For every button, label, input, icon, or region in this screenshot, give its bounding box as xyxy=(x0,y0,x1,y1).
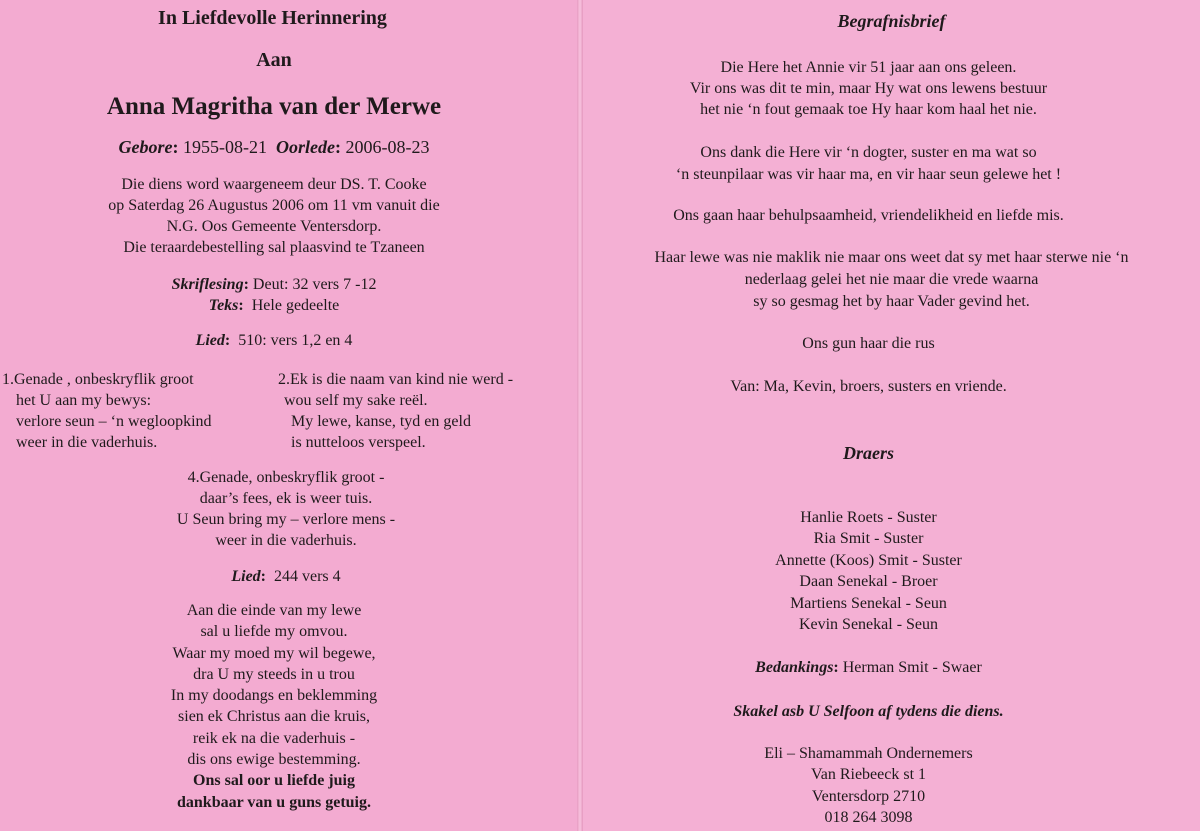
teks-line: Teks: Hele gedeelte xyxy=(208,297,340,314)
readings xyxy=(0,274,548,316)
hymn-line: Waar my moed my wil begewe, xyxy=(172,644,376,662)
verse-line: weer in die vaderhuis. xyxy=(16,434,158,451)
verse-line: 4.Genade, onbeskryflik groot - xyxy=(187,469,385,486)
para-line: Vir ons was dit te min, maar Hy wat ons lewens bestuur xyxy=(689,80,1048,97)
verse-line: daar’s fees, ek is weer tuis. xyxy=(199,490,373,507)
verse-line: 1.Genade , onbeskryflik groot xyxy=(2,371,194,388)
hymn-line: In my doodangs en beklemming xyxy=(170,687,378,705)
aan-heading: Aan xyxy=(256,49,292,71)
selfoon-note: Skakel asb U Selfoon af tydens die diens. xyxy=(733,703,1004,720)
verse-line: My lewe, kanse, tyd en geld xyxy=(291,413,471,430)
paragraph-4 xyxy=(583,247,1200,313)
lied2-line: Lied: 244 vers 4 xyxy=(231,568,341,585)
hymn-line: dra U my steeds in u trou xyxy=(193,665,355,683)
paragraph-1 xyxy=(583,57,1154,120)
draer-item: Annette (Koos) Smit - Suster xyxy=(775,551,962,569)
hymn-line: Aan die einde van my lewe xyxy=(186,602,362,619)
para-line: ‘n steunpilaar was vir haar ma, en vir haar seun gelewe het ! xyxy=(675,166,1062,183)
undertaker-line: Ventersdorp 2710 xyxy=(811,787,926,805)
verse-line: is nutteloos verspeel. xyxy=(291,434,426,451)
lied2-value: 244 vers 4 xyxy=(274,568,341,585)
para-line: het nie ‘n fout gemaak toe Hy haar kom haal het nie. xyxy=(700,101,1037,118)
lied1-line: Lied: 510: vers 1,2 en 4 xyxy=(195,332,353,349)
lied2-label: Lied xyxy=(231,568,261,585)
draer-item: Hanlie Roets - Suster xyxy=(800,509,937,526)
lied1-label: Lied xyxy=(195,332,225,349)
skriflesing-value: Deut: 32 vers 7 -12 xyxy=(252,276,377,293)
para-line: sy so gesmag het by haar Vader gevind het. xyxy=(753,293,1030,310)
hymn-line: reik ek na die vaderhuis - xyxy=(192,729,356,747)
para-line: Haar lewe was nie maklik nie maar ons weet dat sy met haar sterwe nie ‘n xyxy=(654,249,1129,266)
hymn-line: dis ons ewige bestemming. xyxy=(187,751,361,769)
selfoon-note-text: Skakel asb U Selfoon af tydens die diens xyxy=(733,703,1000,720)
header: In Liefdevolle Herinnering xyxy=(158,7,387,29)
draer-item: Ria Smit - Suster xyxy=(813,530,924,548)
born-label: Gebore xyxy=(118,137,173,157)
bedankings-label: Bedankings xyxy=(755,659,834,676)
verse-line: het U aan my bewys: xyxy=(16,392,152,409)
deceased-name: Anna Magritha van der Merwe xyxy=(106,93,442,120)
died-date: 2006-08-23 xyxy=(345,137,430,157)
draers-list xyxy=(583,507,1154,635)
hymn-line: sal u liefde my omvou. xyxy=(200,623,348,641)
died-label: Oorlede xyxy=(276,137,335,157)
hymn-bold-line: dankbaar van u guns getuig. xyxy=(177,793,371,811)
verse-2 xyxy=(278,369,513,453)
paragraph-5: Ons gun haar die rus xyxy=(802,335,935,352)
verse-line: wou self my sake reël. xyxy=(284,392,428,409)
undertaker-block xyxy=(583,743,1154,828)
service-line: N.G. Oos Gemeente Ventersdorp. xyxy=(166,218,382,235)
verse-line: verlore seun – ‘n wegloopkind xyxy=(16,413,212,430)
skriflesing-label: Skriflesing xyxy=(171,276,244,293)
service-details xyxy=(0,174,548,258)
verse-4 xyxy=(0,467,572,551)
bedankings-line: Bedankings: Herman Smit - Swaer xyxy=(755,659,982,676)
lied1-value: 510: vers 1,2 en 4 xyxy=(238,332,353,349)
paragraph-3: Ons gaan haar behulpsaamheid, vriendelikheid en liefde mis. xyxy=(673,207,1064,224)
verse-line: U Seun bring my – verlore mens - xyxy=(176,511,396,528)
right-panel xyxy=(583,0,1200,831)
teks-label: Teks xyxy=(208,297,239,314)
verse-line: 2.Ek is die naam van kind nie werd - xyxy=(278,371,514,388)
paragraph-2 xyxy=(583,142,1154,186)
para-line: Die Here het Annie vir 51 jaar aan ons geleen. xyxy=(720,59,1017,76)
draers-title: Draers xyxy=(842,443,894,463)
letter-title: Begrafnisbrief xyxy=(837,11,946,31)
draer-item: Kevin Senekal - Seun xyxy=(798,616,939,634)
service-line: Die diens word waargeneem deur DS. T. Cooke xyxy=(121,176,427,193)
undertaker-line: Van Riebeeck st 1 xyxy=(810,766,927,784)
para-line: Ons dank die Here vir ‘n dogter, suster en ma wat so xyxy=(700,144,1037,161)
teks-value: Hele gedeelte xyxy=(251,297,340,314)
verse-line: weer in die vaderhuis. xyxy=(215,532,357,549)
draer-item: Martiens Senekal - Seun xyxy=(790,594,947,612)
draer-item: Daan Senekal - Broer xyxy=(799,573,938,591)
skriflesing-line: Skriflesing: Deut: 32 vers 7 -12 xyxy=(171,276,377,293)
born-date: 1955-08-21 xyxy=(183,137,267,157)
hymn-bold-line: Ons sal oor u liefde juig xyxy=(193,772,355,790)
para-line: nederlaag gelei het nie maar die vrede waarna xyxy=(744,271,1039,288)
bedankings-value: Herman Smit - Swaer xyxy=(842,659,982,676)
left-panel xyxy=(0,0,578,831)
undertaker-line: Eli – Shamammah Ondernemers xyxy=(764,745,973,762)
verse-1 xyxy=(2,369,212,453)
paragraph-6: Van: Ma, Kevin, broers, susters en vriende. xyxy=(730,378,1007,395)
hymn xyxy=(0,600,548,813)
dates-line: Gebore: 1955-08-21 Oorlede: 2006-08-23 xyxy=(118,137,430,157)
hymn-line: sien ek Christus aan die kruis, xyxy=(178,708,370,726)
service-line: op Saterdag 26 Augustus 2006 om 11 vm vanuit die xyxy=(108,197,440,214)
undertaker-line: 018 264 3098 xyxy=(824,808,913,826)
service-line: Die teraardebestelling sal plaasvind te Tzaneen xyxy=(123,239,425,256)
